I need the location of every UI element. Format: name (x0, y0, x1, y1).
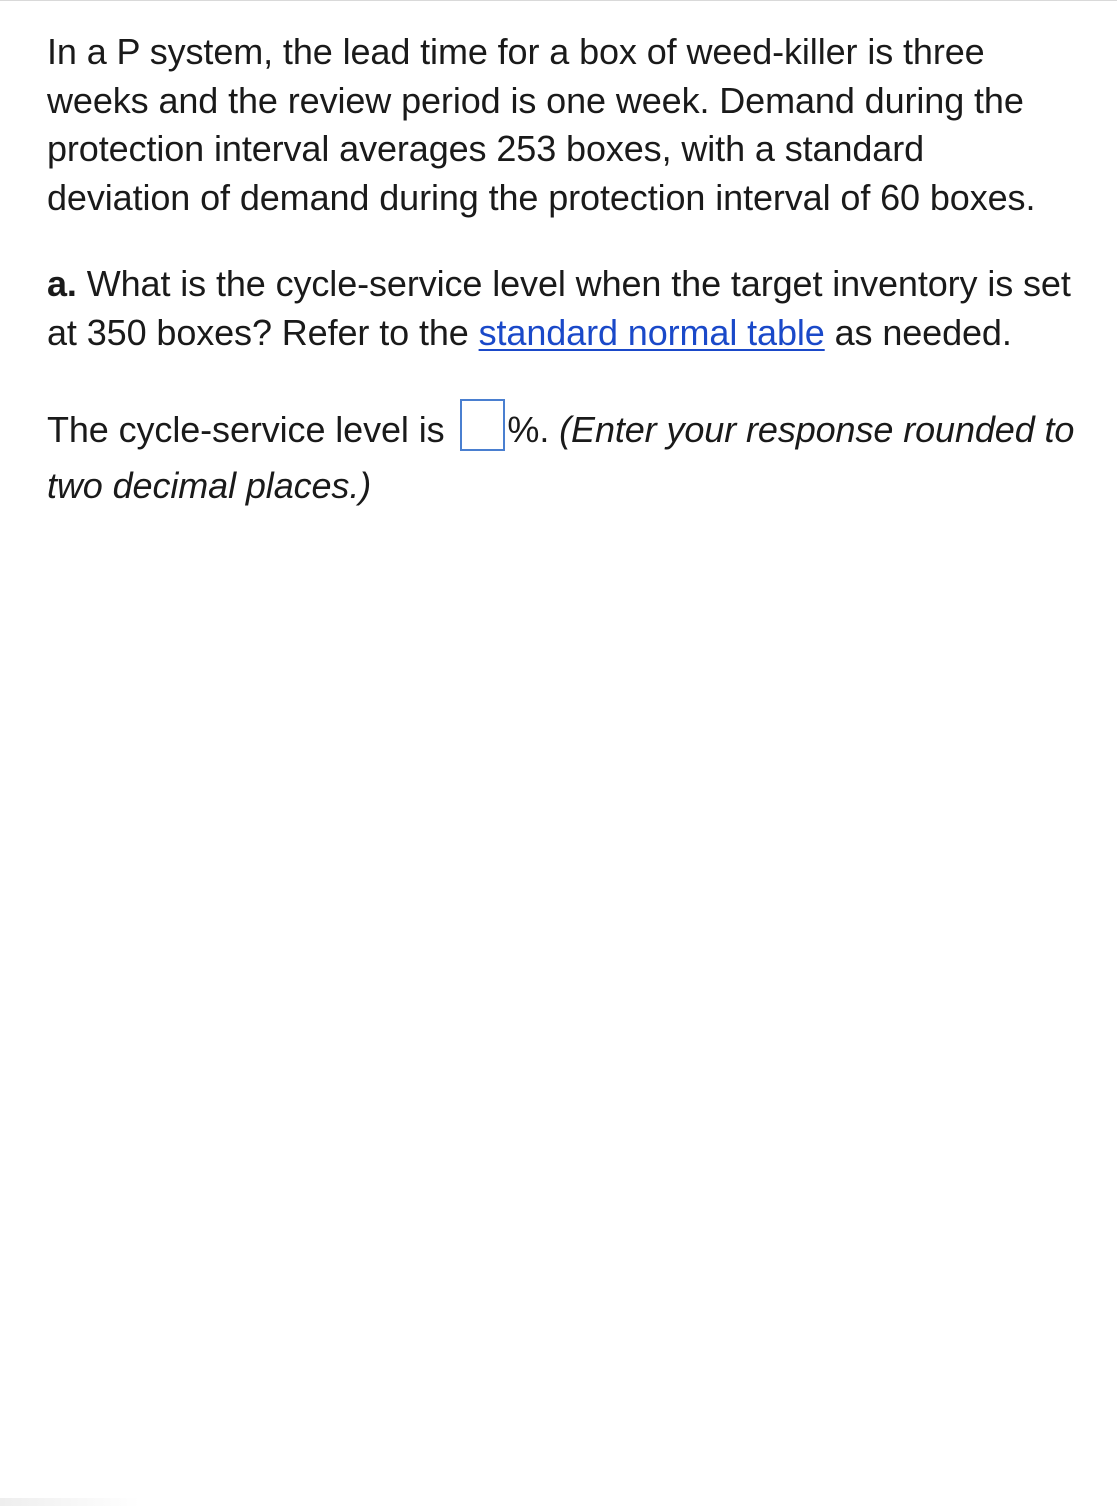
standard-normal-table-link[interactable]: standard normal table (478, 311, 825, 353)
question-part-a (47, 260, 1077, 357)
answer-suffix: %. (507, 409, 560, 450)
question-text-end: as needed. (824, 311, 1012, 353)
answer-prefix: The cycle-service level is (47, 409, 455, 450)
answer-instruction: (Enter your response rounded to two decimal places.) (47, 409, 1075, 506)
question-text: What is the cycle-service level when the target inventory is set at 350 boxes? Refer to the (47, 263, 1071, 353)
answer-line (47, 402, 1077, 514)
problem-text: In a P system, the lead time for a box of weed-killer is three weeks and the review period is one week. Demand during the protection interval averages 253 boxes, with a standard deviation of demand during the protection interval of 60 boxes. (47, 31, 1036, 218)
question-label: a. (47, 263, 77, 304)
bottom-edge-shadow (0, 1498, 140, 1506)
problem-statement (47, 28, 1077, 222)
cycle-service-level-input[interactable] (460, 399, 505, 451)
question-content (47, 28, 1077, 514)
top-divider (0, 0, 1117, 1)
